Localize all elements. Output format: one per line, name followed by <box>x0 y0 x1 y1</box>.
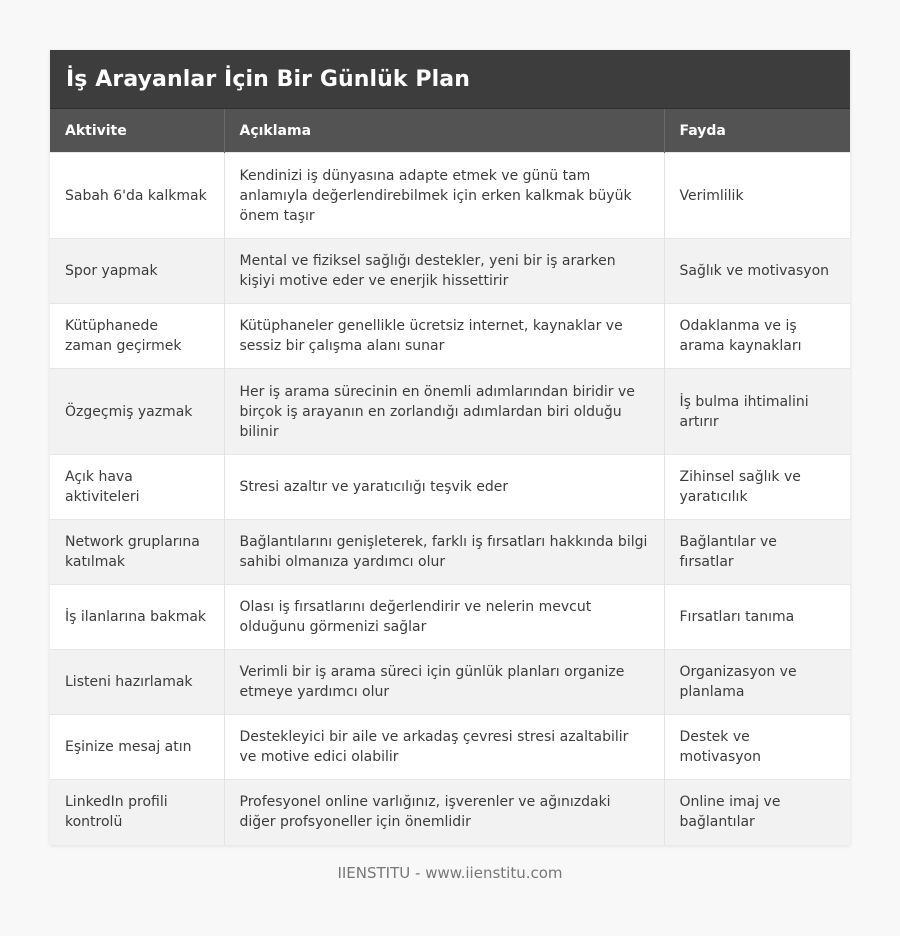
activity-cell: LinkedIn profili kontrolü <box>50 780 224 845</box>
description-cell: Stresi azaltır ve yaratıcılığı teşvik eder <box>224 455 664 520</box>
table-row <box>50 780 850 845</box>
activity-cell: Network gruplarına katılmak <box>50 520 224 585</box>
table-row <box>50 650 850 715</box>
description-cell: Her iş arama sürecinin en önemli adımlarından biridir ve birçok iş arayanın en zorlandığı adımlardan biri olduğu bilinir <box>224 369 664 455</box>
column-header-benefit: Fayda <box>664 109 850 153</box>
table-row <box>50 520 850 585</box>
header-row <box>50 109 850 153</box>
benefit-cell: Bağlantılar ve fırsatlar <box>664 520 850 585</box>
benefit-cell: Destek ve motivasyon <box>664 715 850 780</box>
table-row <box>50 239 850 304</box>
plan-table <box>50 108 850 845</box>
benefit-cell: Verimlilik <box>664 153 850 239</box>
column-header-activity: Aktivite <box>50 109 224 153</box>
activity-cell: Spor yapmak <box>50 239 224 304</box>
description-cell: Olası iş fırsatlarını değerlendirir ve nelerin mevcut olduğunu görmenizi sağlar <box>224 585 664 650</box>
table-row <box>50 455 850 520</box>
description-cell: Bağlantılarını genişleterek, farklı iş fırsatları hakkında bilgi sahibi olmanıza yardımcı olur <box>224 520 664 585</box>
table-row <box>50 153 850 239</box>
description-cell: Kendinizi iş dünyasına adapte etmek ve günü tam anlamıyla değerlendirebilmek için erken kalkmak büyük önem taşır <box>224 153 664 239</box>
description-cell: Mental ve fiziksel sağlığı destekler, yeni bir iş ararken kişiyi motive eder ve enerjik hissettirir <box>224 239 664 304</box>
benefit-cell: Fırsatları tanıma <box>664 585 850 650</box>
description-cell: Kütüphaneler genellikle ücretsiz internet, kaynaklar ve sessiz bir çalışma alanı sunar <box>224 304 664 369</box>
activity-cell: Listeni hazırlamak <box>50 650 224 715</box>
table-row <box>50 715 850 780</box>
footer-credit: IIENSTITU - www.iienstitu.com <box>337 864 563 882</box>
table-row <box>50 585 850 650</box>
activity-cell: İş ilanlarına bakmak <box>50 585 224 650</box>
description-cell: Verimli bir iş arama süreci için günlük planları organize etmeye yardımcı olur <box>224 650 664 715</box>
table-title: İş Arayanlar İçin Bir Günlük Plan <box>66 66 470 92</box>
activity-cell: Eşinize mesaj atın <box>50 715 224 780</box>
benefit-cell: Sağlık ve motivasyon <box>664 239 850 304</box>
benefit-cell: Zihinsel sağlık ve yaratıcılık <box>664 455 850 520</box>
table-row <box>50 304 850 369</box>
benefit-cell: Online imaj ve bağlantılar <box>664 780 850 845</box>
benefit-cell: Organizasyon ve planlama <box>664 650 850 715</box>
title-bar <box>50 50 850 108</box>
activity-cell: Sabah 6'da kalkmak <box>50 153 224 239</box>
benefit-cell: Odaklanma ve iş arama kaynakları <box>664 304 850 369</box>
activity-cell: Kütüphanede zaman geçirmek <box>50 304 224 369</box>
plan-card <box>50 50 850 845</box>
activity-cell: Özgeçmiş yazmak <box>50 369 224 455</box>
description-cell: Destekleyici bir aile ve arkadaş çevresi stresi azaltabilir ve motive edici olabilir <box>224 715 664 780</box>
activity-cell: Açık hava aktiviteleri <box>50 455 224 520</box>
column-header-description: Açıklama <box>224 109 664 153</box>
description-cell: Profesyonel online varlığınız, işverenler ve ağınızdaki diğer profsyoneller için önemlidir <box>224 780 664 845</box>
benefit-cell: İş bulma ihtimalini artırır <box>664 369 850 455</box>
table-row <box>50 369 850 455</box>
